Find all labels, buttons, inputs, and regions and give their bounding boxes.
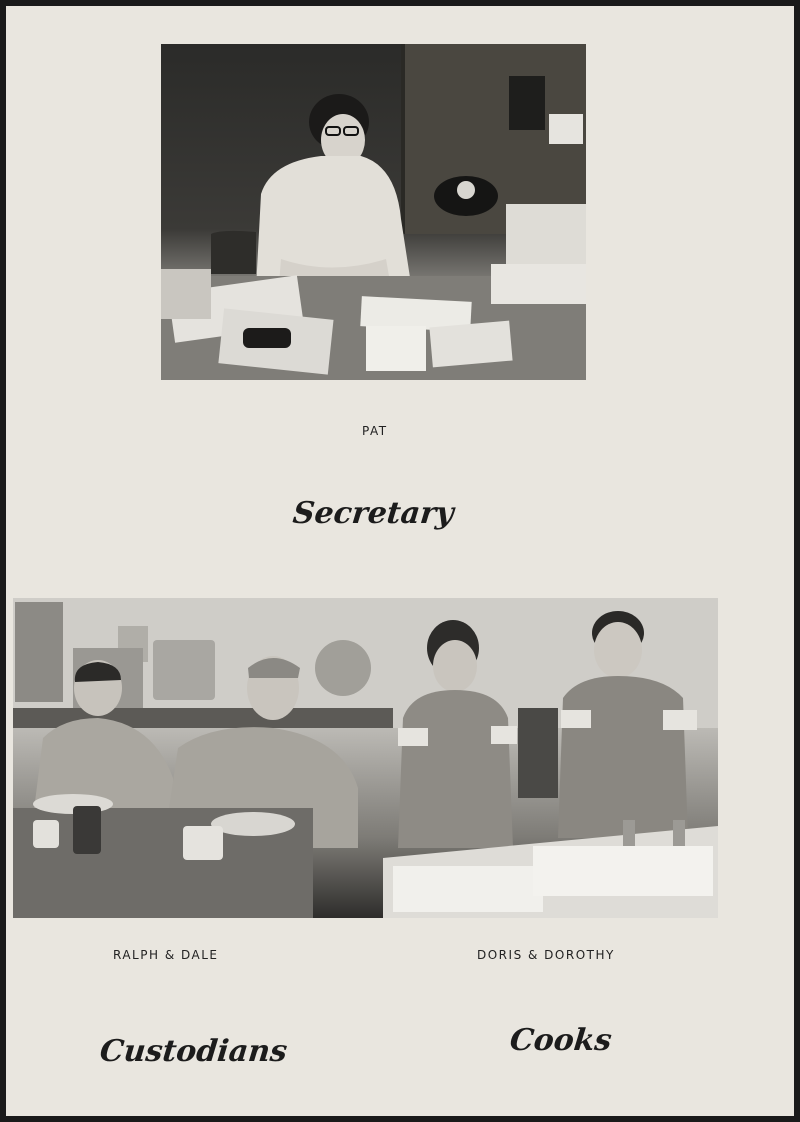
secretary-caption: PAT: [362, 424, 388, 438]
secretary-photo: [161, 44, 586, 380]
secretary-photo-image: [161, 44, 586, 380]
cooks-heading: Cooks: [508, 1023, 614, 1058]
staff-photo-image: [13, 598, 718, 918]
custodians-heading: Custodians: [98, 1034, 289, 1069]
yearbook-page: [6, 6, 794, 1116]
cooks-caption: DORIS & DOROTHY: [477, 948, 615, 962]
staff-photo: [13, 598, 718, 918]
custodians-caption: RALPH & DALE: [113, 948, 219, 962]
secretary-heading: Secretary: [291, 496, 456, 531]
